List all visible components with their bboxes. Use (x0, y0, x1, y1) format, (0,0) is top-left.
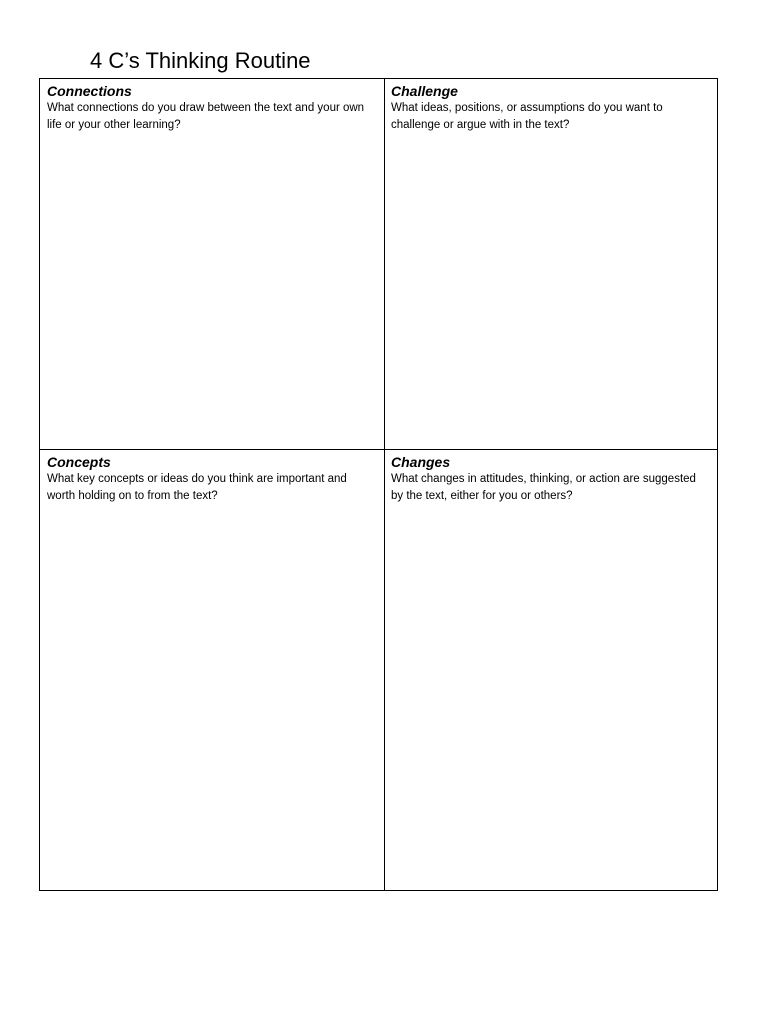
concepts-prompt: What key concepts or ideas do you think are important and worth holding on to from the text? (47, 473, 347, 502)
connections-prompt: What connections do you draw between the text and your own life or your other learning? (47, 102, 365, 131)
page-title: 4 C’s Thinking Routine (90, 47, 311, 73)
concepts-heading: Concepts (47, 454, 111, 470)
thinking-routine-grid (39, 78, 718, 891)
connections-heading: Connections (47, 83, 132, 99)
changes-cell[interactable] (385, 450, 717, 890)
changes-prompt: What changes in attitudes, thinking, or action are suggested by the text, either for you or others? (391, 473, 696, 502)
challenge-heading: Challenge (391, 83, 458, 99)
concepts-cell[interactable] (40, 450, 385, 890)
changes-heading: Changes (391, 454, 451, 470)
challenge-cell[interactable] (385, 79, 717, 450)
challenge-prompt: What ideas, positions, or assumptions do you want to challenge or argue with in the text? (391, 102, 663, 131)
connections-cell[interactable] (40, 79, 385, 450)
